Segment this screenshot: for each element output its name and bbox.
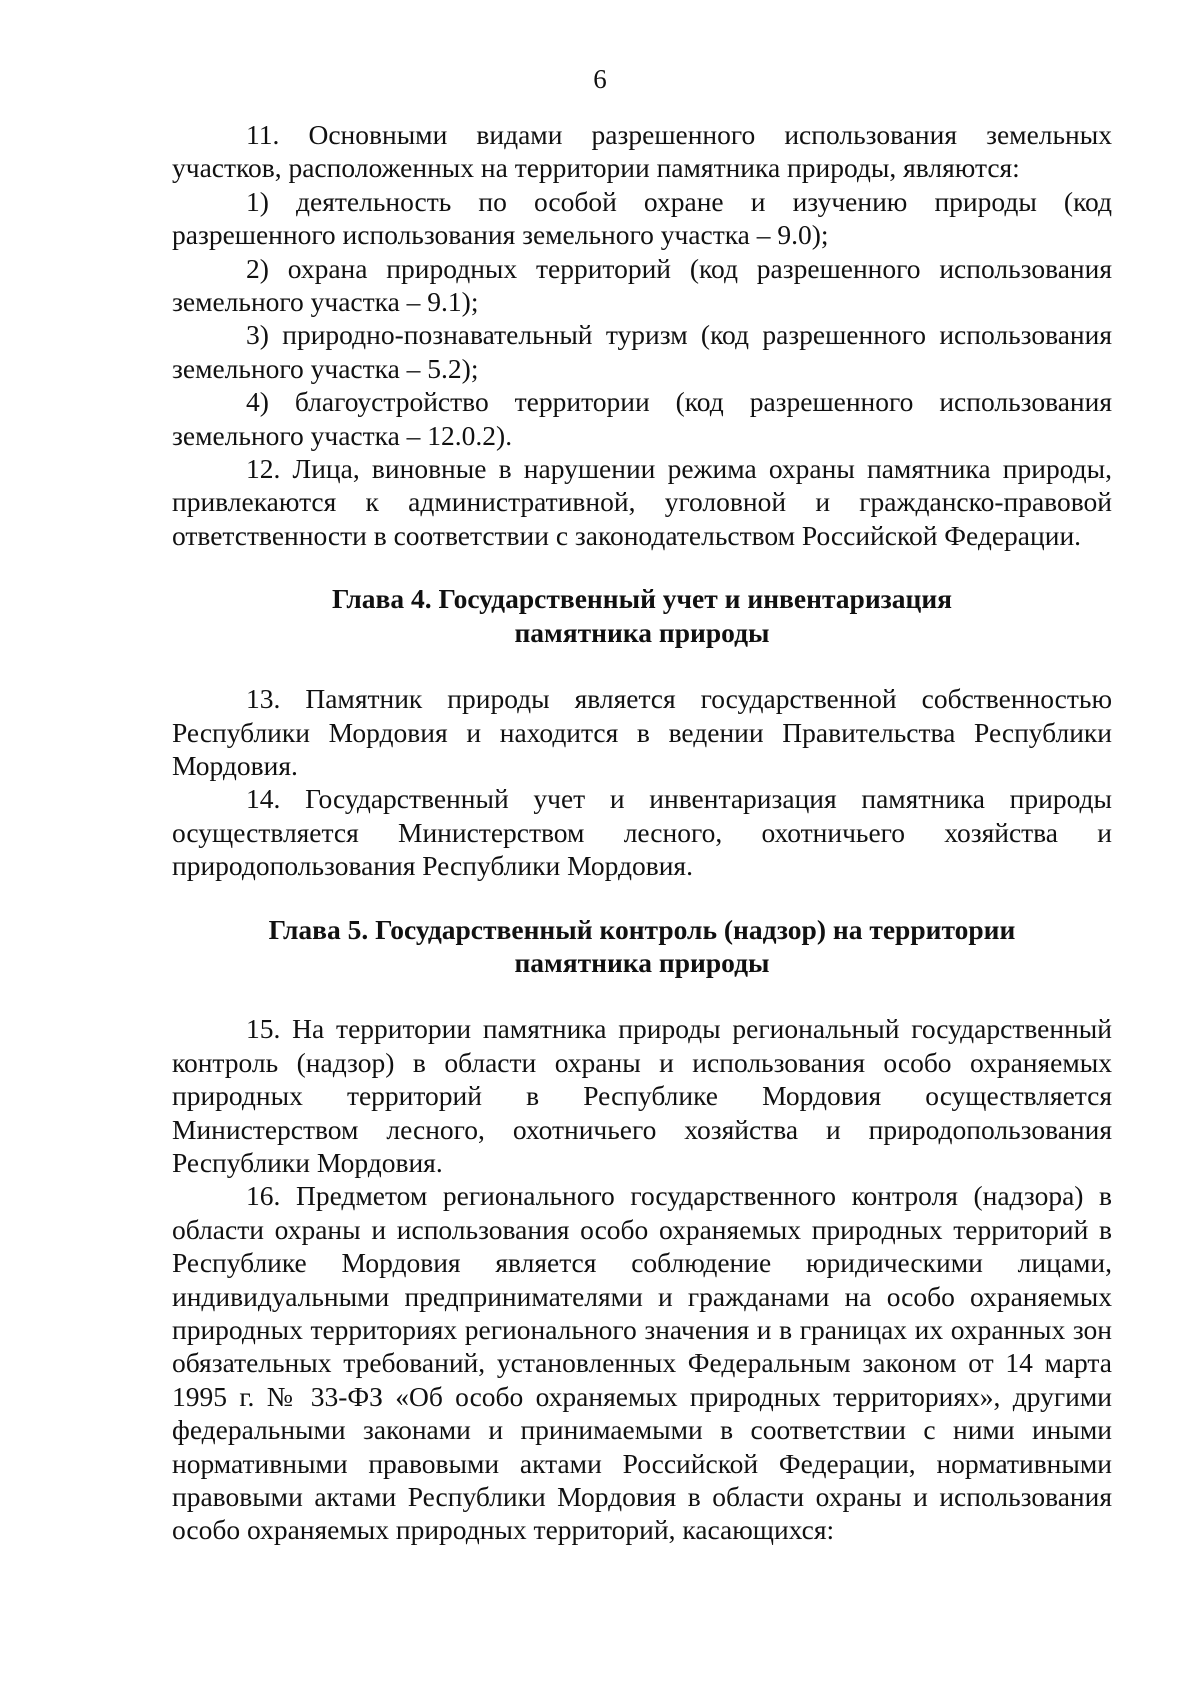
chapter-4-heading-line-2: памятника природы bbox=[514, 616, 770, 648]
list-item-2: 2) охрана природных территорий (код разрешенного использования земельного участка – 9.1); bbox=[172, 252, 1112, 318]
paragraph-15: 15. На территории памятника природы региональный государственный контроль (надзор) в области охраны и использования особо охраняемых природных территорий в Республике Мордовия осуществляется Министерством лесного, охотничьего хозяйства и природопользования Республики Мордовия. bbox=[172, 1013, 1112, 1178]
paragraph-11: 11. Основными видами разрешенного использования земельных участков, расположенных на территории памятника природы, являются: bbox=[172, 119, 1112, 184]
document-body bbox=[172, 118, 1112, 1547]
chapter-4-body bbox=[172, 682, 1112, 882]
chapter-5-heading-line-2: памятника природы bbox=[514, 946, 770, 978]
chapter-4-heading-line-1: Глава 4. Государственный учет и инвентаризация bbox=[331, 583, 953, 615]
page-number: 6 bbox=[593, 64, 607, 94]
chapter-5-body bbox=[172, 1012, 1112, 1547]
chapter-5-heading bbox=[172, 913, 1112, 980]
list-item-4: 4) благоустройство территории (код разрешенного использования земельного участка – 12.0.2). bbox=[172, 386, 1112, 451]
paragraph-12: 12. Лица, виновные в нарушении режима охраны памятника природы, привлекаются к административной, уголовной и гражданско-правовой ответственности в соответствии с законодательством Российской Федерации. bbox=[172, 453, 1112, 551]
chapter-4-heading bbox=[172, 582, 1112, 649]
list-item-3: 3) природно-познавательный туризм (код разрешенного использования земельного участка – 5.2); bbox=[172, 319, 1112, 384]
chapter-5-heading-line-1: Глава 5. Государственный контроль (надзор) на территории bbox=[268, 913, 1016, 945]
paragraph-14: 14. Государственный учет и инвентаризация памятника природы осуществляется Министерством лесного, охотничьего хозяйства и природопользования Республики Мордовия. bbox=[172, 783, 1112, 882]
paragraph-13: 13. Памятник природы является государственной собственностью Республики Мордовия и находится в ведении Правительства Республики Мордовия. bbox=[172, 683, 1112, 781]
list-item-1: 1) деятельность по особой охране и изучению природы (код разрешенного использования земельного участка – 9.0); bbox=[172, 185, 1112, 251]
paragraph-16: 16. Предметом регионального государственного контроля (надзора) в области охраны и использования особо охраняемых природных территорий в Республике Мордовия является соблюдение юридическими лицами, индивидуальными предпринимателями и гражданами на особо охраняемых природных территориях регионального значения и в границах их охранных зон обязательных требований, установленных Федеральным законом от 14 марта 1995 г. № 33-ФЗ «Об особо охраняемых природных территориях», другими федеральными законами и принимаемыми в соответствии с ними иными нормативными правовыми актами Российской Федерации, нормативными правовыми актами Республики Мордовия в области охраны и использования особо охраняемых природных территорий, касающихся: bbox=[172, 1180, 1112, 1546]
